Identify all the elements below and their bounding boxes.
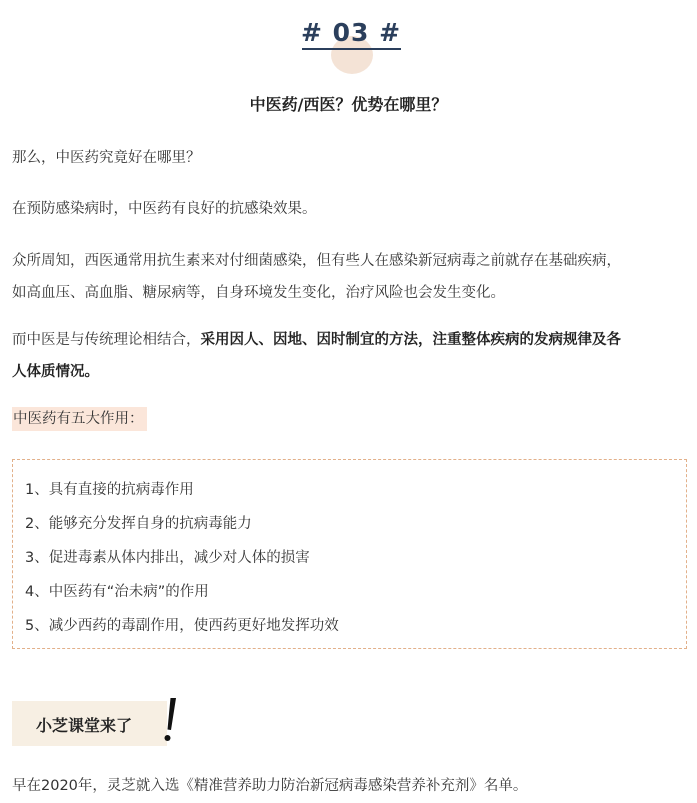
list-item: 5、减少西药的毒副作用，使西药更好地发挥功效	[25, 618, 339, 634]
list-item: 3、促进毒素从体内排出，减少对人体的损害	[25, 550, 310, 566]
class-banner	[12, 697, 212, 749]
bold-text: 采用因人、因地、因时制宜的方法，注重整体疾病的发病规律及各	[200, 332, 621, 348]
class-banner-label: 小芝课堂来了	[36, 716, 133, 735]
section-number: # 03 #	[300, 18, 402, 47]
list-item: 1、具有直接的抗病毒作用	[25, 482, 194, 498]
effects-box	[12, 459, 687, 649]
paragraph-prevention: 在预防感染病时，中医药有良好的抗感染效果。	[12, 201, 317, 217]
paragraph-western-medicine	[12, 245, 688, 309]
paragraph-lingzhi: 早在2020年，灵芝就入选《精准营养助力防治新冠病毒感染营养补充剂》名单。	[12, 778, 528, 794]
paragraph-chinese-medicine	[12, 324, 688, 388]
list-item: 4、中医药有“治未病”的作用	[25, 584, 209, 600]
paragraph-line: 众所周知，西医通常用抗生素来对付细菌感染，但有些人在感染新冠病毒之前就存在基础疾病，	[12, 253, 621, 269]
highlight-label: 中医药有五大作用：	[12, 407, 147, 431]
bold-text: 人体质情况。	[12, 364, 99, 380]
section-number-underline	[302, 48, 401, 50]
list-item: 2、能够充分发挥自身的抗病毒能力	[25, 516, 252, 532]
section-heading: 中医药/西医？优势在哪里？	[249, 95, 448, 114]
paragraph-text: 而中医是与传统理论相结合，	[12, 332, 201, 348]
exclamation-mark-icon	[158, 697, 182, 743]
paragraph-line: 如高血压、高血脂、糖尿病等，自身环境发生变化，治疗风险也会发生变化。	[12, 285, 505, 301]
paragraph-question: 那么，中医药究竟好在哪里？	[12, 150, 201, 166]
section-number-badge	[0, 10, 697, 70]
